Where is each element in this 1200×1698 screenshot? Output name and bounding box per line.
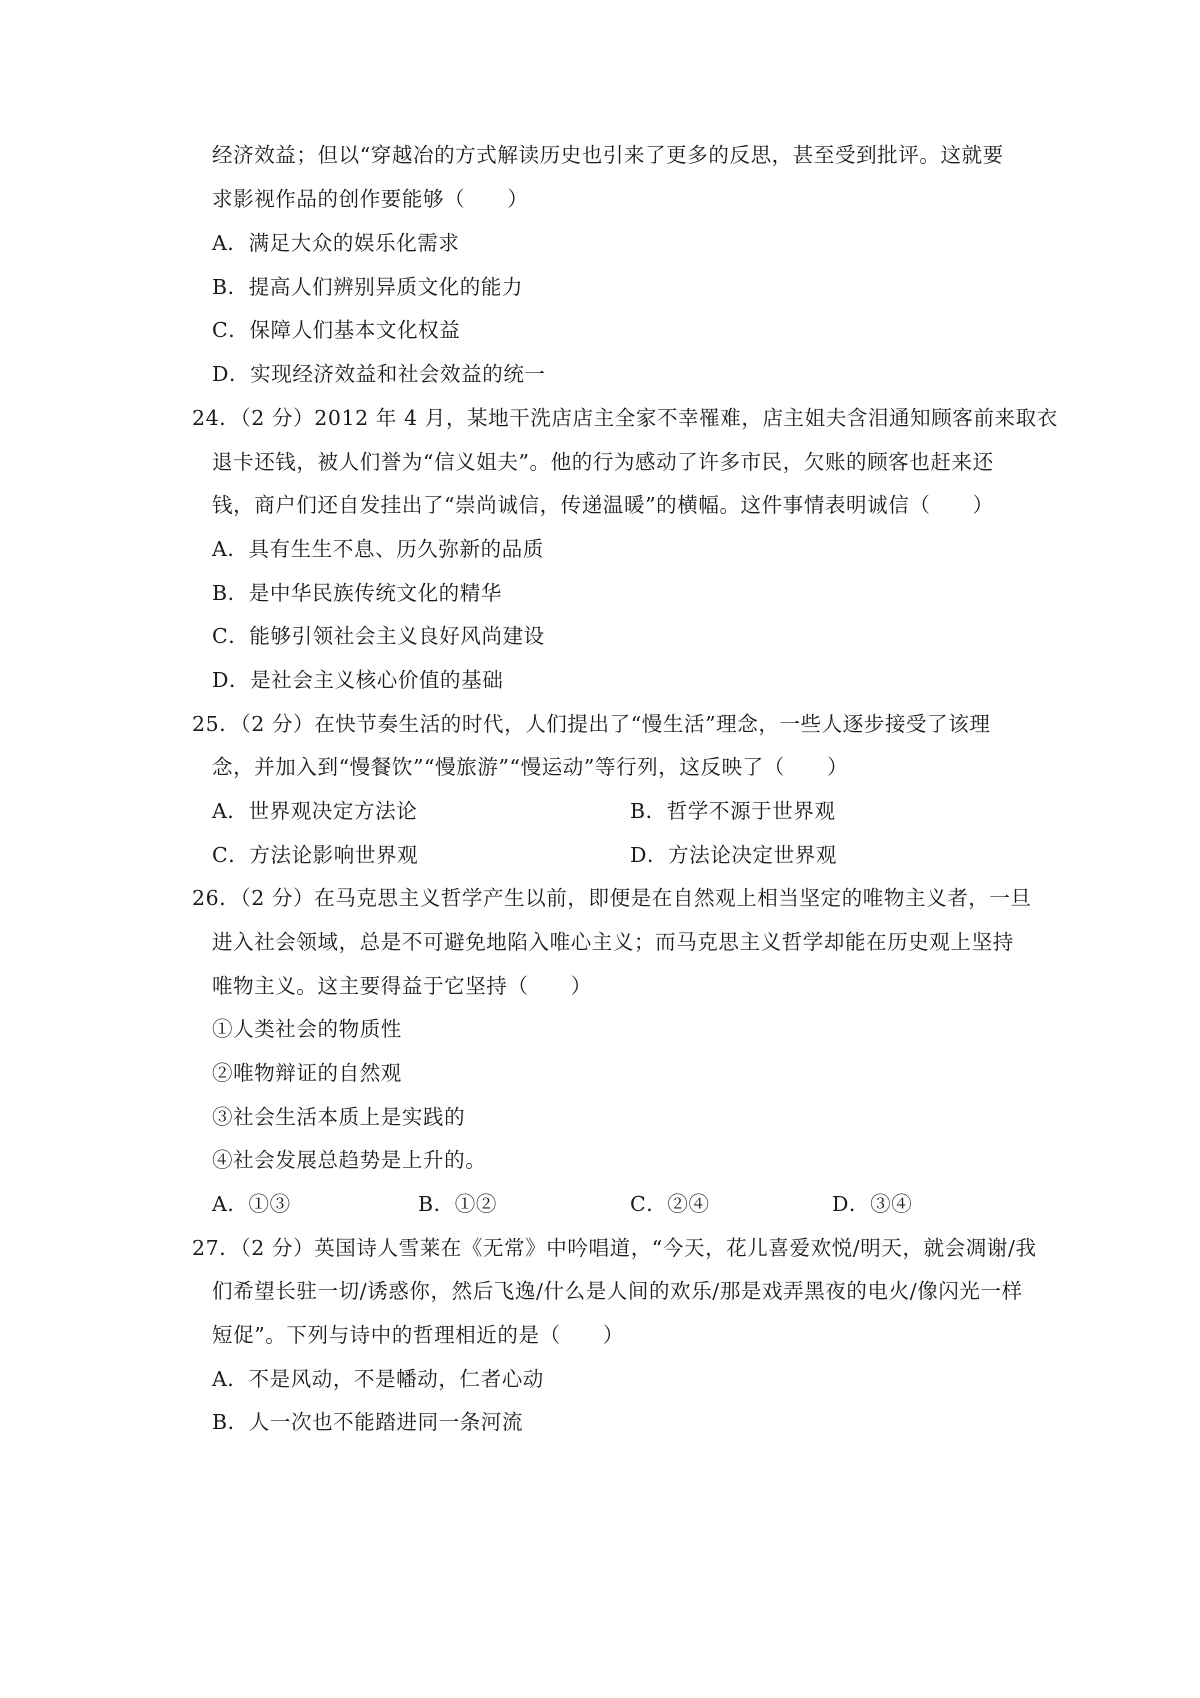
q26-line-2: 进入社会领域，总是不可避免地陷入唯心主义；而马克思主义哲学却能在历史观上坚持 bbox=[212, 930, 1014, 954]
q26-item-2: ②唯物辩证的自然观 bbox=[212, 1061, 402, 1085]
q23-option-b: B．提高人们辨别异质文化的能力 bbox=[212, 275, 524, 299]
q23-option-d: D．实现经济效益和社会效益的统一 bbox=[212, 362, 546, 386]
q27-option-b: B．人一次也不能踏进同一条河流 bbox=[212, 1410, 524, 1434]
q26-item-4: ④社会发展总趋势是上升的。 bbox=[212, 1148, 487, 1172]
q23-option-a: A．满足大众的娱乐化需求 bbox=[212, 231, 460, 255]
q23-line-1: 经济效益；但以“穿越冶的方式解读历史也引来了更多的反思，甚至受到批评。这就要 bbox=[212, 143, 1004, 167]
q26-option-a: A．①③ bbox=[212, 1192, 291, 1216]
q24-line-3: 钱，商户们还自发挂出了“崇尚诚信，传递温暖”的横幅。这件事情表明诚信（ ） bbox=[212, 493, 994, 517]
q23-line-2: 求影视作品的创作要能够（ ） bbox=[212, 187, 529, 211]
q24-option-d: D．是社会主义核心价值的基础 bbox=[212, 668, 504, 692]
q26-item-1: ①人类社会的物质性 bbox=[212, 1017, 402, 1041]
q24-option-a: A．具有生生不息、历久弥新的品质 bbox=[212, 537, 544, 561]
q25-option-a: A．世界观决定方法论 bbox=[212, 799, 418, 823]
q25-option-d: D．方法论决定世界观 bbox=[630, 843, 837, 867]
q25-option-b: B．哲学不源于世界观 bbox=[630, 799, 836, 823]
q23-option-c: C．保障人们基本文化权益 bbox=[212, 318, 461, 342]
q25-option-c: C．方法论影响世界观 bbox=[212, 843, 419, 867]
q26-option-b: B．①② bbox=[418, 1192, 497, 1216]
q24-option-b: B．是中华民族传统文化的精华 bbox=[212, 581, 502, 605]
q27-option-a: A．不是风动，不是幡动，仁者心动 bbox=[212, 1367, 544, 1391]
q26-line-3: 唯物主义。这主要得益于它坚持（ ） bbox=[212, 974, 592, 998]
q24-line-1: 24．（2 分）2012 年 4 月，某地干洗店店主全家不幸罹难，店主姐夫含泪通知顾客前来取衣 bbox=[192, 406, 1058, 430]
q25-line-2: 念，并加入到“慢餐饮”“慢旅游”“慢运动”等行列，这反映了（ ） bbox=[212, 755, 849, 779]
q26-line-1: 26．（2 分）在马克思主义哲学产生以前，即便是在自然观上相当坚定的唯物主义者，一旦 bbox=[192, 886, 1032, 910]
q27-line-1: 27．（2 分）英国诗人雪莱在《无常》中吟唱道，“今天，花儿喜爱欢悦/明天，就会凋谢/我 bbox=[192, 1236, 1037, 1260]
q25-line-1: 25．（2 分）在快节奏生活的时代，人们提出了“慢生活”理念，一些人逐步接受了该理 bbox=[192, 712, 991, 736]
q26-item-3: ③社会生活本质上是实践的 bbox=[212, 1105, 466, 1129]
q24-option-c: C．能够引领社会主义良好风尚建设 bbox=[212, 624, 545, 648]
q26-option-c: C．②④ bbox=[630, 1192, 710, 1216]
q24-line-2: 退卡还钱，被人们誉为“信义姐夫”。他的行为感动了许多市民，欠账的顾客也赶来还 bbox=[212, 450, 994, 474]
q27-line-3: 短促”。下列与诗中的哲理相近的是（ ） bbox=[212, 1323, 624, 1347]
q27-line-2: 们希望长驻一切/诱惑你，然后飞逸/什么是人间的欢乐/那是戏弄黑夜的电火/像闪光一样 bbox=[212, 1279, 1023, 1303]
q26-option-d: D．③④ bbox=[832, 1192, 913, 1216]
